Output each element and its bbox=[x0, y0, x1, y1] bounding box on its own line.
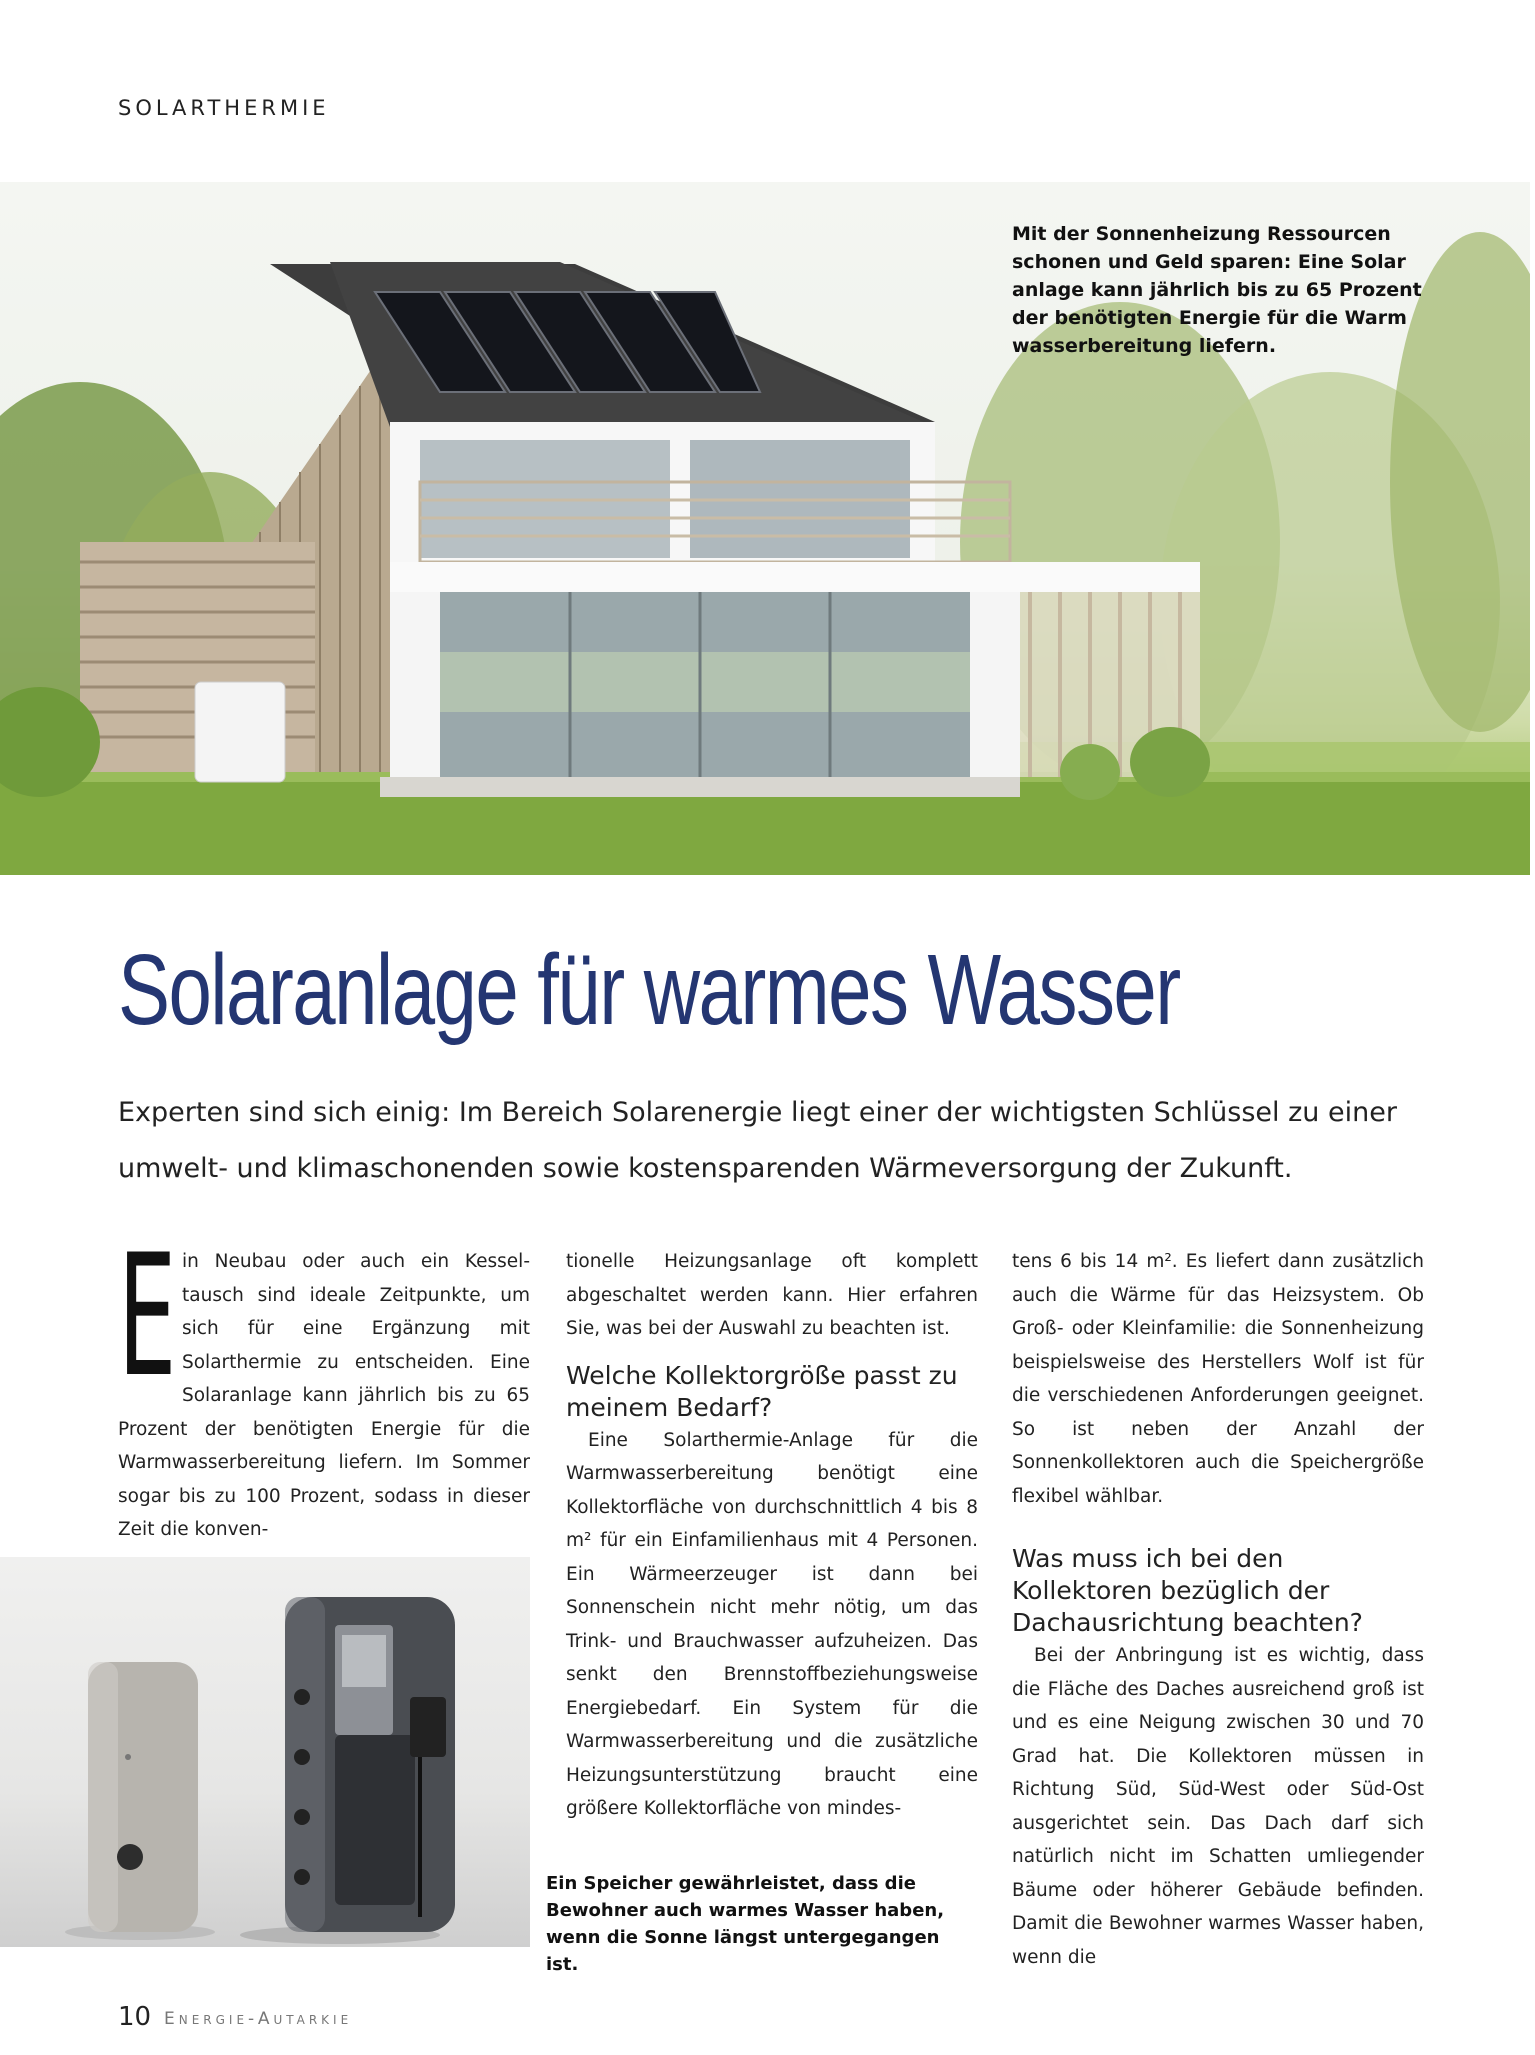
column-2 bbox=[566, 1245, 978, 1826]
col3-paragraph-1: tens 6 bis 14 m². Es liefert dann zusätzlich auch die Wärme für das Heizsystem. Ob Groß- oder Kleinfamilie: die Sonnenheizung beispielsweise des Herstellers Wolf ist für die verschiedenen Anforderungen geeignet. So ist neben der Anzahl der Sonnenkollektoren auch die Speichergröße flexibel wählbar. bbox=[1012, 1251, 1424, 1507]
column-1 bbox=[118, 1218, 530, 1547]
column-3 bbox=[1012, 1245, 1424, 1974]
article-title: Solaranlage für warmes Wasser bbox=[118, 934, 1180, 1046]
subheading-collector-size: Welche Kollektorgröße passt zu meinem Bedarf? bbox=[566, 1360, 958, 1422]
drop-cap: E bbox=[118, 1218, 177, 1414]
page-number: 10 bbox=[118, 2002, 152, 2032]
magazine-name: Energie-Autarkie bbox=[164, 2009, 353, 2029]
col2-paragraph-2: Eine Solarthermie-Anlage für die Warmwasserbereitung benötigt eine Kollektorfläche von durchschnittlich 4 bis 8 m² für ein Einfamilienhaus mit 4 Personen. Ein Wärmeerzeuger ist dann bei Sonnenschein nicht mehr nötig, um das Trink- und Brauchwasser aufzuheizen. Das senkt den Brennstoffbeziehungsweise Energiebedarf. Ein System für die Warmwasserbereitung und die zusätzliche Heizungsunterstützung braucht eine größere Kollektorfläche von mindes- bbox=[566, 1429, 978, 1819]
col3-paragraph-2: Bei der Anbringung ist es wichtig, dass die Fläche des Daches ausreichend groß ist und es eine Neigung zwischen 30 und 70 Grad hat. Die Kollektoren müssen in Richtung Süd, Süd-West oder Süd-Ost ausgerichtet sein. Das Dach darf sich natürlich nicht im Schatten umliegender Bäume oder höherer Gebäude befinden. Damit die Bewohner warmes Wasser haben, wenn die bbox=[1012, 1645, 1424, 1968]
col2-paragraph-1: tionelle Heizungsanlage oft komplett abgeschaltet werden kann. Hier erfahren Sie, was bei der Auswahl zu beachten ist. bbox=[566, 1251, 978, 1339]
boiler-image bbox=[0, 1557, 530, 1947]
boiler-caption: Ein Speicher gewährleistet, dass die Bewohner auch warmes Wasser haben, wenn die Sonne längst untergegangen ist. bbox=[546, 1873, 945, 1975]
article-intro: Experten sind sich einig: Im Bereich Solarenergie liegt einer der wichtigsten Schlüssel zu einer umwelt- und klimaschonenden sowie kostensparenden Wärmeversorgung der Zukunft. bbox=[118, 1097, 1397, 1184]
hero-caption: Mit der Sonnenheizung Ressourcen schonen und Geld sparen: Eine Solar anlage kann jährlich bis zu 65 Prozent der benötigten Energie für die Warm wasserbereitung liefern. bbox=[1012, 223, 1422, 357]
col1-paragraph: in Neubau oder auch ein Kessel-tausch sind ideale Zeitpunkte, um sich für eine Ergänzung mit Solarthermie zu entscheiden. Eine Solaranlage kann jährlich bis zu 65 Prozent der benötigten Energie für die Warmwasserbereitung liefern. Im Sommer sogar bis zu 100 Prozent, sodass in dieser Zeit die konven- bbox=[118, 1251, 530, 1540]
subheading-roof-orientation: Was muss ich bei den Kollektoren bezüglich der Dachausrichtung beachten? bbox=[1012, 1544, 1363, 1637]
section-label: SOLARTHERMIE bbox=[118, 96, 330, 120]
